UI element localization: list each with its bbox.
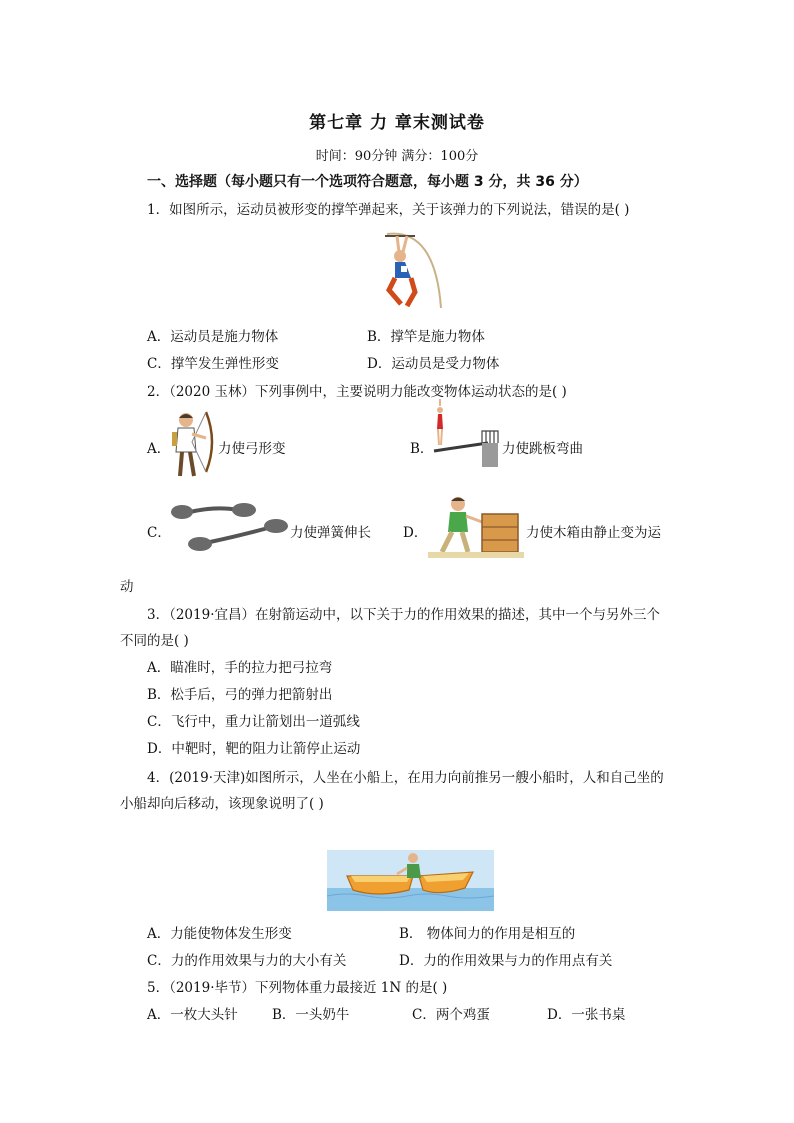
q5-option-a: A．一枚大头针 bbox=[147, 1007, 238, 1023]
q1-option-b: B．撑竿是施力物体 bbox=[367, 329, 485, 345]
q2-option-c-caption: 力使弹簧伸长 bbox=[290, 525, 371, 541]
q4-option-b: B． 物体间力的作用是相互的 bbox=[399, 926, 576, 942]
q5-option-c: C．两个鸡蛋 bbox=[412, 1007, 490, 1023]
q5-option-d: D．一张书桌 bbox=[547, 1007, 626, 1023]
q2-option-d-wrap: 动 bbox=[120, 579, 134, 595]
q2-option-a-caption: 力使弓形变 bbox=[218, 441, 286, 457]
q1-option-d: D．运动员是受力物体 bbox=[367, 356, 500, 372]
spring-stretch-image bbox=[172, 498, 288, 560]
boats-image bbox=[327, 850, 494, 911]
exam-meta: 时间：90分钟 满分：100分 bbox=[315, 149, 479, 164]
q1-option-a: A．运动员是施力物体 bbox=[147, 329, 279, 345]
q5-option-b: B．一头奶牛 bbox=[272, 1007, 350, 1023]
question-5-stem: 5．（2019·毕节）下列物体重力最接近 1N 的是( ) bbox=[147, 980, 448, 996]
q3-option-a: A．瞄准时，手的拉力把弓拉弯 bbox=[147, 660, 333, 676]
springboard-diver-image bbox=[430, 405, 502, 475]
archer-image bbox=[168, 408, 216, 480]
q2-option-d-letter: D． bbox=[403, 525, 428, 541]
q2-option-c-letter: C． bbox=[147, 525, 171, 541]
q2-option-d-caption: 力使木箱由静止变为运 bbox=[526, 525, 661, 541]
q3-option-c: C．飞行中，重力让箭划出一道弧线 bbox=[147, 714, 360, 730]
question-4-stem-line1: 4．(2019·天津)如图所示，人坐在小船上，在用力向前推另一艘小船时，人和自己坐的 bbox=[147, 770, 664, 786]
q1-option-c: C．撑竿发生弹性形变 bbox=[147, 356, 279, 372]
question-2-stem: 2．（2020 玉林）下列事例中，主要说明力能改变物体运动状态的是( ) bbox=[147, 384, 567, 400]
pushing-box-image bbox=[428, 494, 524, 560]
pole-vaulter-image bbox=[375, 228, 455, 313]
q2-option-b-caption: 力使跳板弯曲 bbox=[502, 441, 583, 457]
q2-option-b-letter: B． bbox=[410, 441, 434, 457]
q4-option-d: D．力的作用效果与力的作用点有关 bbox=[399, 953, 613, 969]
question-4-stem-line2: 小船却向后移动，该现象说明了( ) bbox=[120, 796, 324, 812]
question-1-stem: 1．如图所示，运动员被形变的撑竿弹起来，关于该弹力的下列说法，错误的是( ) bbox=[147, 202, 630, 218]
q4-option-c: C．力的作用效果与力的大小有关 bbox=[147, 953, 347, 969]
q4-option-a: A．力能使物体发生形变 bbox=[147, 926, 292, 942]
q3-option-b: B．松手后，弓的弹力把箭射出 bbox=[147, 687, 333, 703]
question-3-stem-line1: 3．（2019·宜昌）在射箭运动中，以下关于力的作用效果的描述，其中一个与另外三个 bbox=[147, 607, 660, 623]
page-title: 第七章 力 章末测试卷 bbox=[309, 113, 485, 133]
q3-option-d: D．中靶时，靶的阻力让箭停止运动 bbox=[147, 741, 361, 757]
section-heading: 一、选择题（每小题只有一个选项符合题意，每小题 3 分，共 36 分） bbox=[147, 174, 588, 190]
q2-option-a-letter: A． bbox=[147, 441, 171, 457]
question-3-stem-line2: 不同的是( ) bbox=[120, 633, 189, 649]
